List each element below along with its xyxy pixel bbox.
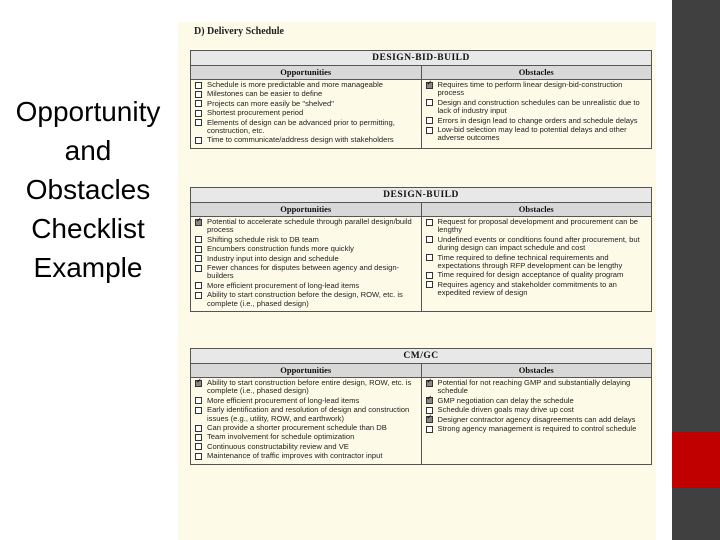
checkbox[interactable] (195, 100, 202, 107)
opportunity-item (195, 136, 418, 144)
opportunities-column (191, 217, 422, 311)
opportunity-text: Early identification and resolution of design and construction issues (e.g., utility, ROW, and earthwork) (207, 405, 410, 423)
checked-checkbox[interactable] (426, 397, 433, 404)
obstacle-text: Design and construction schedules can be unrealistic due to lack of industry input (437, 97, 640, 116)
opportunities-header: Opportunities (191, 203, 422, 216)
checkbox[interactable] (195, 265, 202, 272)
obstacles-header: Obstacles (518, 204, 554, 214)
checked-checkbox[interactable] (426, 380, 433, 387)
opportunity-item (195, 264, 418, 281)
opportunity-item (195, 119, 418, 136)
table-title: DESIGN-BUILD (191, 188, 651, 203)
checkbox[interactable] (195, 119, 202, 126)
obstacle-item (426, 254, 649, 271)
opportunities-column (191, 80, 422, 148)
slide-title-line: Checklist (31, 213, 145, 244)
obstacle-item (426, 126, 649, 143)
opportunity-text: Shortest procurement period (207, 108, 304, 118)
table-design-bid-build (190, 50, 652, 149)
opportunity-text: Industry input into design and schedule (207, 253, 339, 263)
table-title: DESIGN-BID-BUILD (191, 51, 651, 66)
checkbox[interactable] (195, 397, 202, 404)
opportunity-item (195, 90, 418, 98)
slide-title-line: and (64, 135, 112, 166)
obstacle-item (426, 416, 649, 424)
checkbox[interactable] (195, 443, 202, 450)
obstacle-text: Errors in design lead to change orders and schedule delays (437, 115, 638, 125)
opportunity-text: Encumbers construction funds more quickly (207, 244, 354, 254)
obstacles-column (422, 217, 652, 311)
checkbox[interactable] (195, 292, 202, 299)
obstacle-item (426, 81, 649, 98)
checkbox[interactable] (426, 281, 433, 288)
opportunities-column (191, 378, 422, 464)
document-heading: D) Delivery Schedule (194, 26, 284, 37)
checkbox[interactable] (195, 282, 202, 289)
slide-title-line: Obstacles (25, 174, 151, 205)
checkbox[interactable] (426, 254, 433, 261)
opportunity-text: Shifting schedule risk to DB team (207, 234, 319, 244)
opportunity-text: Ability to start construction before the design, ROW, etc. is complete (i.e., phased design) (207, 290, 403, 308)
obstacle-item (426, 397, 649, 405)
opportunity-item (195, 236, 418, 244)
opportunity-item (195, 245, 418, 253)
opportunity-item (195, 397, 418, 405)
opportunity-text: More efficient procurement of long-lead items (207, 280, 360, 290)
checkbox[interactable] (195, 255, 202, 262)
checkbox[interactable] (195, 236, 202, 243)
opportunities-header: Opportunities (191, 364, 422, 377)
table-body (191, 378, 651, 464)
opportunity-item (195, 100, 418, 108)
obstacles-header: Obstacles (518, 67, 554, 77)
opportunity-item (195, 433, 418, 441)
obstacle-item (426, 117, 649, 125)
obstacles-header: Obstacles (518, 365, 554, 375)
obstacle-text: Strong agency management is required to control schedule (437, 424, 637, 434)
checkbox[interactable] (426, 426, 433, 433)
opportunity-text: Maintenance of traffic improves with contractor input (207, 451, 383, 461)
opportunity-text: Fewer chances for disputes between agency and design-builders (207, 263, 400, 281)
obstacle-item (426, 406, 649, 414)
obstacle-item (426, 379, 649, 396)
checkbox[interactable] (426, 99, 433, 106)
checkbox[interactable] (426, 236, 433, 243)
obstacle-item (426, 236, 649, 253)
opportunities-header: Opportunities (191, 66, 422, 79)
table-cm-gc (190, 348, 652, 465)
opportunity-item (195, 81, 418, 89)
opportunity-text: More efficient procurement of long-lead items (207, 395, 360, 405)
opportunity-item (195, 255, 418, 263)
opportunity-text: Projects can more easily be "shelved" (207, 98, 334, 108)
opportunity-text: Continuous constructability review and VE (207, 441, 349, 451)
table-header (191, 364, 651, 378)
opportunity-item (195, 109, 418, 117)
checkbox[interactable] (195, 137, 202, 144)
checked-checkbox[interactable] (195, 380, 202, 387)
opportunity-item (195, 379, 418, 396)
checkbox[interactable] (426, 117, 433, 124)
opportunity-text: Can provide a shorter procurement schedule than DB (207, 423, 387, 433)
accent-bar-bottom (672, 488, 720, 540)
obstacle-text: Requires time to perform linear design-bid-construction process (437, 80, 623, 98)
accent-bar-top (672, 0, 720, 432)
checkbox[interactable] (426, 272, 433, 279)
opportunity-item (195, 282, 418, 290)
obstacle-text: Time required for design acceptance of quality program (437, 270, 624, 280)
checkbox[interactable] (195, 110, 202, 117)
table-header (191, 66, 651, 80)
opportunity-item (195, 443, 418, 451)
checkbox[interactable] (426, 219, 433, 226)
checkbox[interactable] (426, 407, 433, 414)
opportunity-text: Elements of design can be advanced prior to permitting, construction, etc. (207, 117, 395, 136)
slide-title-line: Example (33, 252, 143, 283)
opportunity-text: Team involvement for schedule optimization (207, 432, 355, 442)
checked-checkbox[interactable] (426, 416, 433, 423)
opportunity-text: Schedule is more predictable and more manageable (207, 80, 384, 89)
table-body (191, 80, 651, 148)
obstacle-item (426, 99, 649, 116)
checked-checkbox[interactable] (195, 219, 202, 226)
checkbox[interactable] (426, 127, 433, 134)
table-title: CM/GC (191, 349, 651, 364)
opportunity-text: Ability to start construction before entire design, ROW, etc. is complete (i.e., phased design) (207, 378, 412, 396)
obstacle-item (426, 218, 649, 235)
opportunity-item (195, 452, 418, 460)
opportunity-text: Time to communicate/address design with stakeholders (207, 135, 394, 145)
obstacle-item (426, 425, 649, 433)
opportunity-text: Potential to accelerate schedule through parallel design/build process (207, 217, 412, 235)
checkbox[interactable] (195, 425, 202, 432)
obstacle-text: Schedule driven goals may drive up cost (437, 405, 574, 415)
obstacle-text: Low-bid selection may lead to potential delays and other adverse outcomes (437, 125, 627, 143)
table-body (191, 217, 651, 311)
obstacle-text: Time required to define technical requirements and expectations through RFP development can be lengthy (437, 252, 623, 271)
obstacle-text: Request for proposal development and procurement can be lengthy (437, 217, 639, 235)
opportunity-item (195, 218, 418, 235)
opportunity-item (195, 406, 418, 423)
obstacles-column (422, 378, 652, 464)
obstacle-text: Designer contractor agency disagreements can add delays (437, 414, 636, 424)
checkbox[interactable] (195, 82, 202, 89)
obstacles-column (422, 80, 652, 148)
obstacle-text: Requires agency and stakeholder commitments to an expedited review of design (437, 279, 617, 298)
opportunity-item (195, 291, 418, 308)
table-design-build (190, 187, 652, 312)
accent-bar-red (672, 432, 720, 488)
opportunity-text: Milestones can be easier to define (207, 89, 323, 99)
obstacle-text: GMP negotiation can delay the schedule (437, 395, 574, 405)
obstacle-item (426, 281, 649, 298)
checkbox[interactable] (195, 453, 202, 460)
obstacle-item (426, 271, 649, 279)
slide-title-line: Opportunity (15, 96, 161, 127)
obstacle-text: Undefined events or conditions found after procurement, but during design can impact schedule and cost (437, 234, 640, 253)
checkbox[interactable] (195, 91, 202, 98)
slide-title (2, 92, 174, 287)
checkbox[interactable] (195, 246, 202, 253)
checkbox[interactable] (195, 407, 202, 414)
checkbox[interactable] (195, 434, 202, 441)
opportunity-item (195, 424, 418, 432)
table-header (191, 203, 651, 217)
checked-checkbox[interactable] (426, 82, 433, 89)
obstacle-text: Potential for not reaching GMP and substantially delaying schedule (437, 378, 631, 396)
